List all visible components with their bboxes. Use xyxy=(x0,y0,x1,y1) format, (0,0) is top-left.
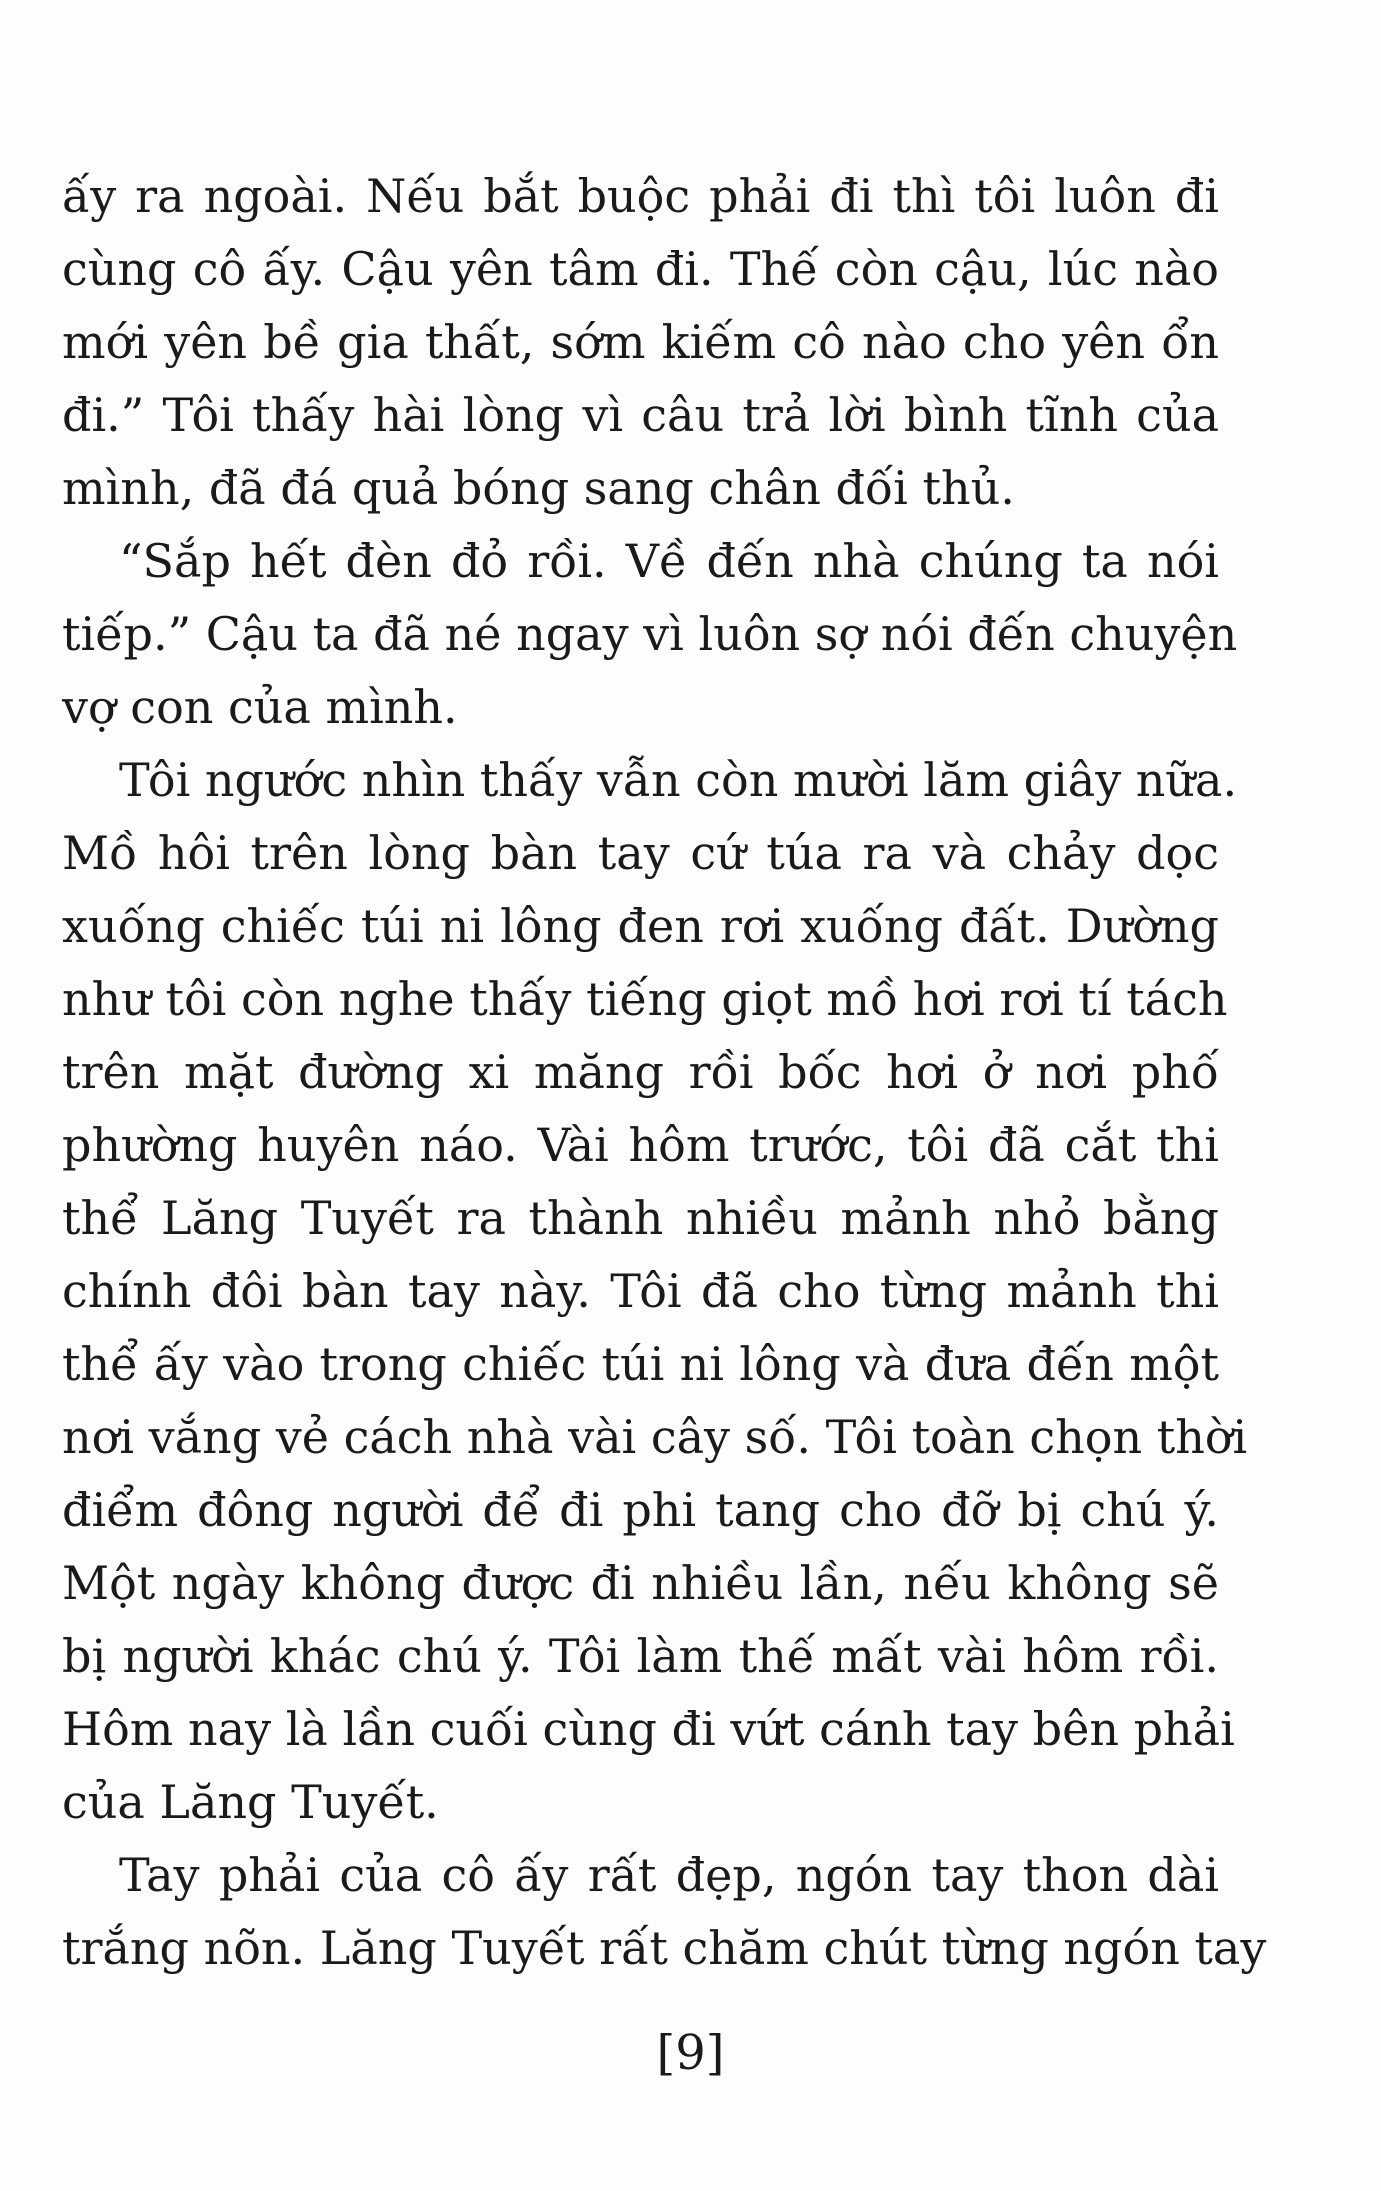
paragraph xyxy=(62,1839,1267,1985)
text-line: Tôi ngước nhìn thấy vẫn còn mười lăm giây nữa. xyxy=(119,753,1238,807)
paragraph xyxy=(62,525,1238,744)
text-line: mới yên bề gia thất, sớm kiếm cô nào cho yên ổn xyxy=(62,315,1219,369)
text-line: trên mặt đường xi măng rồi bốc hơi ở nơi phố xyxy=(62,1045,1219,1099)
body-text xyxy=(62,160,1267,1985)
text-line: của Lăng Tuyết. xyxy=(62,1775,439,1829)
text-line: Mồ hôi trên lòng bàn tay cứ túa ra và chảy dọc xyxy=(62,826,1219,880)
text-line: Một ngày không được đi nhiều lần, nếu không sẽ xyxy=(62,1556,1219,1610)
text-line: Tay phải của cô ấy rất đẹp, ngón tay thon dài xyxy=(119,1848,1219,1902)
text-line: mình, đã đá quả bóng sang chân đối thủ. xyxy=(62,461,1015,515)
text-line: Hôm nay là lần cuối cùng đi vứt cánh tay bên phải xyxy=(62,1702,1235,1756)
text-line: phường huyên náo. Vài hôm trước, tôi đã cắt thi xyxy=(62,1118,1219,1172)
text-line: thể ấy vào trong chiếc túi ni lông và đưa đến một xyxy=(62,1337,1219,1391)
page-number: [9] xyxy=(656,2025,725,2081)
text-line: cùng cô ấy. Cậu yên tâm đi. Thế còn cậu, lúc nào xyxy=(62,242,1219,296)
text-line: điểm đông người để đi phi tang cho đỡ bị chú ý. xyxy=(62,1483,1219,1537)
text-line: bị người khác chú ý. Tôi làm thế mất vài hôm rồi. xyxy=(62,1629,1219,1683)
text-line: tiếp.” Cậu ta đã né ngay vì luôn sợ nói đến chuyện xyxy=(62,607,1238,661)
text-line: xuống chiếc túi ni lông đen rơi xuống đất. Dường xyxy=(62,899,1219,953)
paragraph xyxy=(62,744,1248,1839)
text-line: trắng nõn. Lăng Tuyết rất chăm chút từng ngón tay xyxy=(62,1921,1267,1975)
text-line: vợ con của mình. xyxy=(62,680,458,734)
text-line: đi.” Tôi thấy hài lòng vì câu trả lời bình tĩnh của xyxy=(62,388,1219,442)
paragraph xyxy=(62,160,1219,525)
text-line: như tôi còn nghe thấy tiếng giọt mồ hơi rơi tí tách xyxy=(62,972,1228,1026)
text-line: nơi vắng vẻ cách nhà vài cây số. Tôi toàn chọn thời xyxy=(62,1410,1248,1464)
text-line: ấy ra ngoài. Nếu bắt buộc phải đi thì tôi luôn đi xyxy=(62,169,1219,223)
text-line: thể Lăng Tuyết ra thành nhiều mảnh nhỏ bằng xyxy=(62,1191,1219,1245)
text-line: “Sắp hết đèn đỏ rồi. Về đến nhà chúng ta nói xyxy=(119,534,1219,588)
text-line: chính đôi bàn tay này. Tôi đã cho từng mảnh thi xyxy=(62,1264,1219,1318)
